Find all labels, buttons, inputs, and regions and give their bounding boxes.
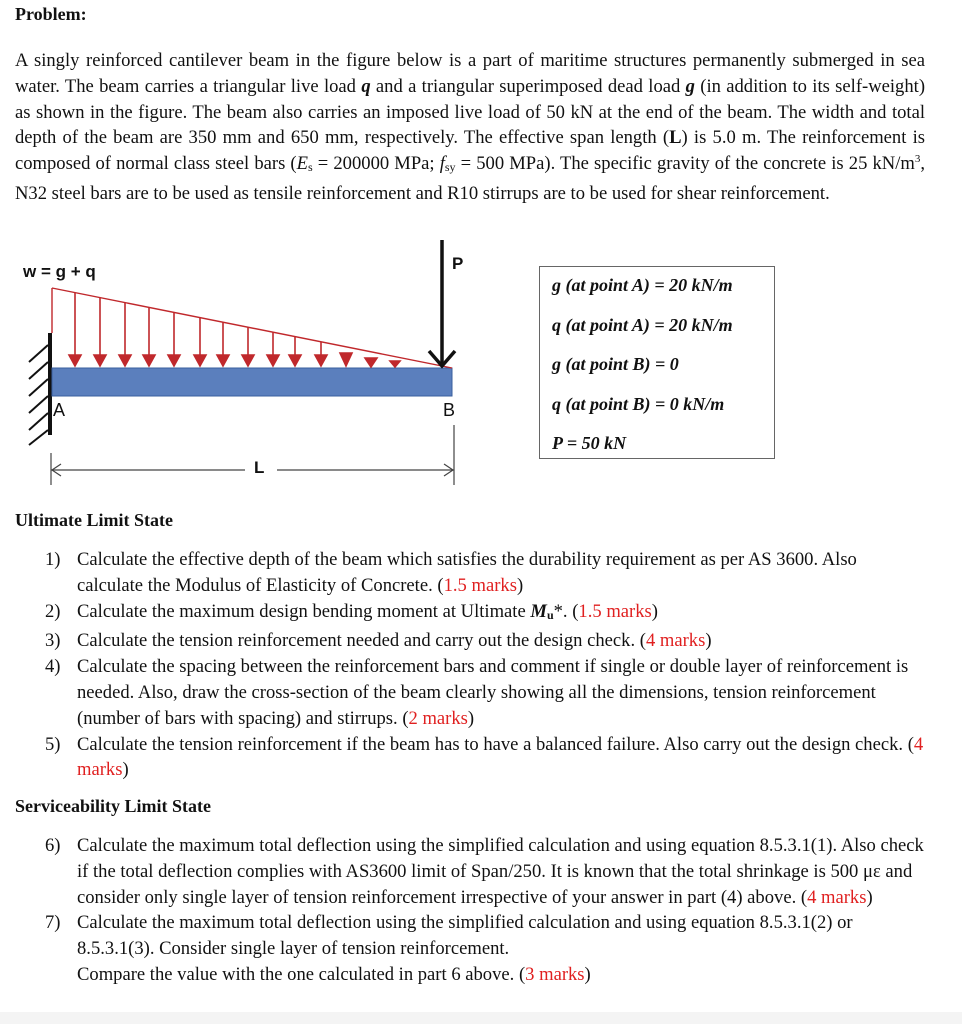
question-2	[45, 599, 925, 629]
question-number: 2)	[45, 600, 61, 622]
question-text: Compare the value with the one calculated in part 6 above. (	[77, 963, 526, 985]
symbol-Mu: M	[530, 600, 547, 622]
paren: )	[584, 963, 591, 985]
symbol-fsy: f	[439, 153, 445, 175]
symbol-q: q	[361, 75, 371, 97]
page-bottom-strip	[0, 1012, 962, 1024]
sls-heading: Serviceability Limit State	[15, 796, 211, 816]
beam	[52, 368, 452, 396]
cantilever-beam-figure	[15, 240, 485, 500]
question-number: 7)	[45, 912, 61, 934]
problem-title: Problem:	[15, 4, 87, 24]
span-dimension-icon	[51, 425, 454, 485]
marks-label: 4 marks	[77, 733, 924, 781]
question-text: Calculate the spacing between the reinforcement bars and comment if single or double layer of reinforcement is needed. Also, draw the cross-section of the beam clearly showing all the dimensions, tension reinforcement (number of bars with spacing) and stirrups. (	[77, 656, 909, 729]
distributed-load-icon	[52, 288, 452, 368]
load-row-q-a: q (at point A) = 20 kN/m	[552, 314, 733, 335]
question-7	[45, 910, 925, 987]
superscript-3: 3	[914, 153, 921, 166]
intro-text: = 200000 MPa;	[312, 153, 440, 175]
question-text: Calculate the maximum total deflection using the simplified calculation and using equation 8.5.3.1(2) or 8.5.3.1(3). Consider single layer of tension reinforcement.	[77, 912, 853, 960]
intro-text: , N32 steel bars are to be used as tensile reinforcement and R10 stirrups are to be used for shear reinforcement.	[15, 153, 926, 204]
span-label: L	[254, 458, 265, 477]
load-values-box	[539, 266, 775, 459]
load-row-g-b: g (at point B) = 0	[552, 354, 679, 375]
paren: )	[516, 574, 524, 596]
uls-question-list	[45, 547, 925, 783]
symbol-g: g	[685, 75, 695, 97]
symbol-Es-sub: s	[308, 160, 313, 175]
problem-statement	[15, 48, 925, 207]
question-text: Calculate the maximum total deflection using the simplified calculation and using equation 8.5.3.1(1). Also check if the total deflection complies with AS3600 limit of Span/250. It is known that the total shrinkage is 500 με and consider only single layer of tension reinforcement irrespective of your answer in part (4) above. (	[77, 835, 924, 908]
point-b-label: B	[443, 400, 456, 420]
question-text: *. (	[553, 600, 579, 622]
marks-label: 4 marks	[645, 630, 706, 652]
load-row-p: P = 50 kN	[552, 433, 627, 454]
symbol-fsy-sub: sy	[444, 160, 456, 175]
question-text: Calculate the maximum design bending moment at Ultimate	[77, 600, 531, 622]
symbol-Es: E	[296, 153, 308, 175]
paren: )	[467, 707, 475, 729]
question-number: 3)	[45, 630, 61, 652]
question-4	[45, 654, 925, 731]
question-text: Calculate the effective depth of the beam which satisfies the durability requirement as per AS 3600. Also calculate the Modulus of Elasticity of Concrete. (	[77, 549, 857, 596]
question-1	[45, 547, 925, 599]
intro-text: and a triangular superimposed dead load	[370, 75, 686, 97]
marks-label: 1.5 marks	[578, 600, 652, 622]
question-5	[45, 732, 925, 784]
intro-text: ) is 5.0 m. The reinforcement is composed of normal class steel bars (	[15, 127, 925, 175]
marks-label: 2 marks	[408, 707, 468, 729]
marks-label: 1.5 marks	[443, 574, 517, 596]
sls-question-list	[45, 833, 925, 988]
symbol-Mu-sub: u	[546, 607, 554, 622]
load-row-q-b: q (at point B) = 0 kN/m	[552, 393, 725, 414]
fixed-support-icon	[29, 333, 50, 445]
load-equation-label: w = g + q	[23, 262, 96, 281]
question-number: 1)	[45, 549, 61, 570]
question-6	[45, 833, 925, 910]
intro-text: (in addition to its self-weight) as shown in the figure. The beam also carries an imposed live load of 50 kN at the end of the beam. The width and total depth of the beam are 350 mm and 650 mm, respectively. The effective span length (	[15, 75, 926, 149]
marks-label: 4 marks	[807, 886, 867, 908]
paren: )	[705, 630, 712, 652]
load-row-g-a: g (at point A) = 20 kN/m	[552, 275, 733, 295]
question-3	[45, 628, 925, 654]
question-number: 4)	[45, 656, 61, 678]
paren: )	[122, 759, 129, 781]
question-text: Calculate the tension reinforcement if the beam has to have a balanced failure. Also carry out the design check. (	[77, 733, 914, 755]
intro-text: A singly reinforced cantilever beam in the figure below is a part of maritime structures permanently submerged in sea water. The beam carries a triangular live load	[15, 50, 925, 97]
paren: )	[866, 886, 873, 908]
marks-label: 3 marks	[525, 963, 585, 985]
paren: )	[651, 600, 658, 622]
question-number: 5)	[45, 733, 61, 755]
intro-text: = 500 MPa). The specific gravity of the concrete is 25 kN/m	[455, 153, 915, 175]
point-a-label: A	[53, 400, 66, 420]
symbol-L: L	[669, 127, 682, 149]
question-number: 6)	[45, 835, 61, 856]
question-text: Calculate the tension reinforcement needed and carry out the design check. (	[77, 630, 646, 652]
uls-heading: Ultimate Limit State	[15, 510, 173, 530]
point-load-label: P	[452, 254, 464, 273]
